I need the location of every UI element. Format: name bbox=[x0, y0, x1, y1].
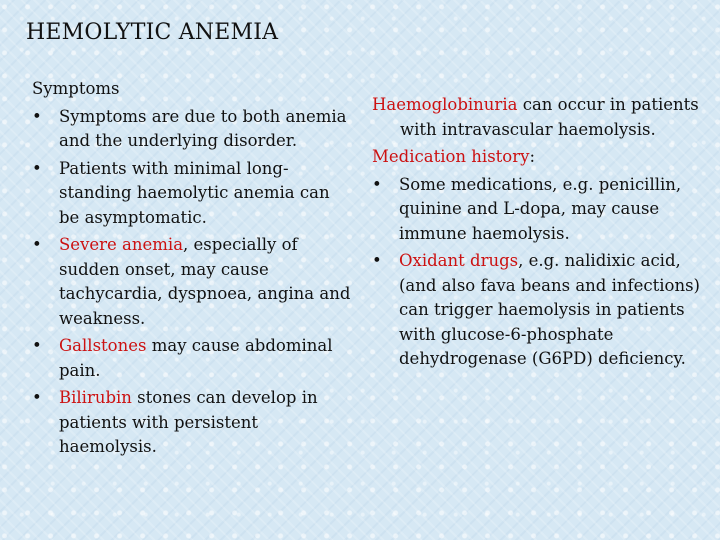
symptom-item: • Patients with minimal long-standing haemolytic anemia can be asymptomatic. bbox=[32, 158, 330, 227]
bullet-icon: • bbox=[372, 174, 382, 194]
symptoms-column bbox=[32, 77, 352, 460]
bullet-icon: • bbox=[32, 388, 42, 407]
symptom-item: • Gallstones may cause abdominal pain. bbox=[32, 336, 333, 380]
bullet-icon: • bbox=[372, 251, 382, 270]
medication-list bbox=[372, 173, 702, 372]
medication-history-heading: Medication history: bbox=[372, 147, 535, 166]
bullet-icon: • bbox=[32, 235, 42, 254]
medication-item: • Oxidant drugs, e.g. nalidixic acid, (and also fava beans and infections) can trigger haemolysis in patients with glucose-6-phosphate dehydrogenase (G6PD) deficiency. bbox=[372, 251, 700, 368]
symptom-item: • Symptoms are due to both anemia and the underlying disorder. bbox=[32, 106, 347, 150]
highlight-term: Medication history bbox=[372, 147, 530, 166]
symptom-item: • Bilirubin stones can develop in patients with persistent haemolysis. bbox=[32, 388, 318, 456]
highlight-term: Gallstones bbox=[59, 336, 147, 355]
haemoglobinuria-paragraph: Haemoglobinuria can occur in patients with intravascular haemolysis. bbox=[372, 95, 699, 139]
symptoms-list bbox=[32, 105, 352, 460]
symptom-item: • Severe anemia, especially of sudden onset, may cause tachycardia, dyspnoea, angina and weakness. bbox=[32, 235, 351, 328]
highlight-term: Haemoglobinuria bbox=[372, 95, 518, 114]
symptoms-heading: Symptoms bbox=[32, 79, 120, 98]
highlight-term: Bilirubin bbox=[59, 388, 132, 407]
bullet-icon: • bbox=[32, 158, 42, 178]
medication-item: • Some medications, e.g. penicillin, quinine and L-dopa, may cause immune haemolysis. bbox=[372, 174, 682, 243]
details-column bbox=[372, 93, 702, 372]
slide-title: HEMOLYTIC ANEMIA bbox=[26, 20, 279, 45]
highlight-term: Severe anemia bbox=[59, 235, 184, 254]
highlight-term: Oxidant drugs bbox=[399, 251, 519, 270]
bullet-icon: • bbox=[32, 336, 42, 355]
bullet-icon: • bbox=[32, 106, 42, 126]
